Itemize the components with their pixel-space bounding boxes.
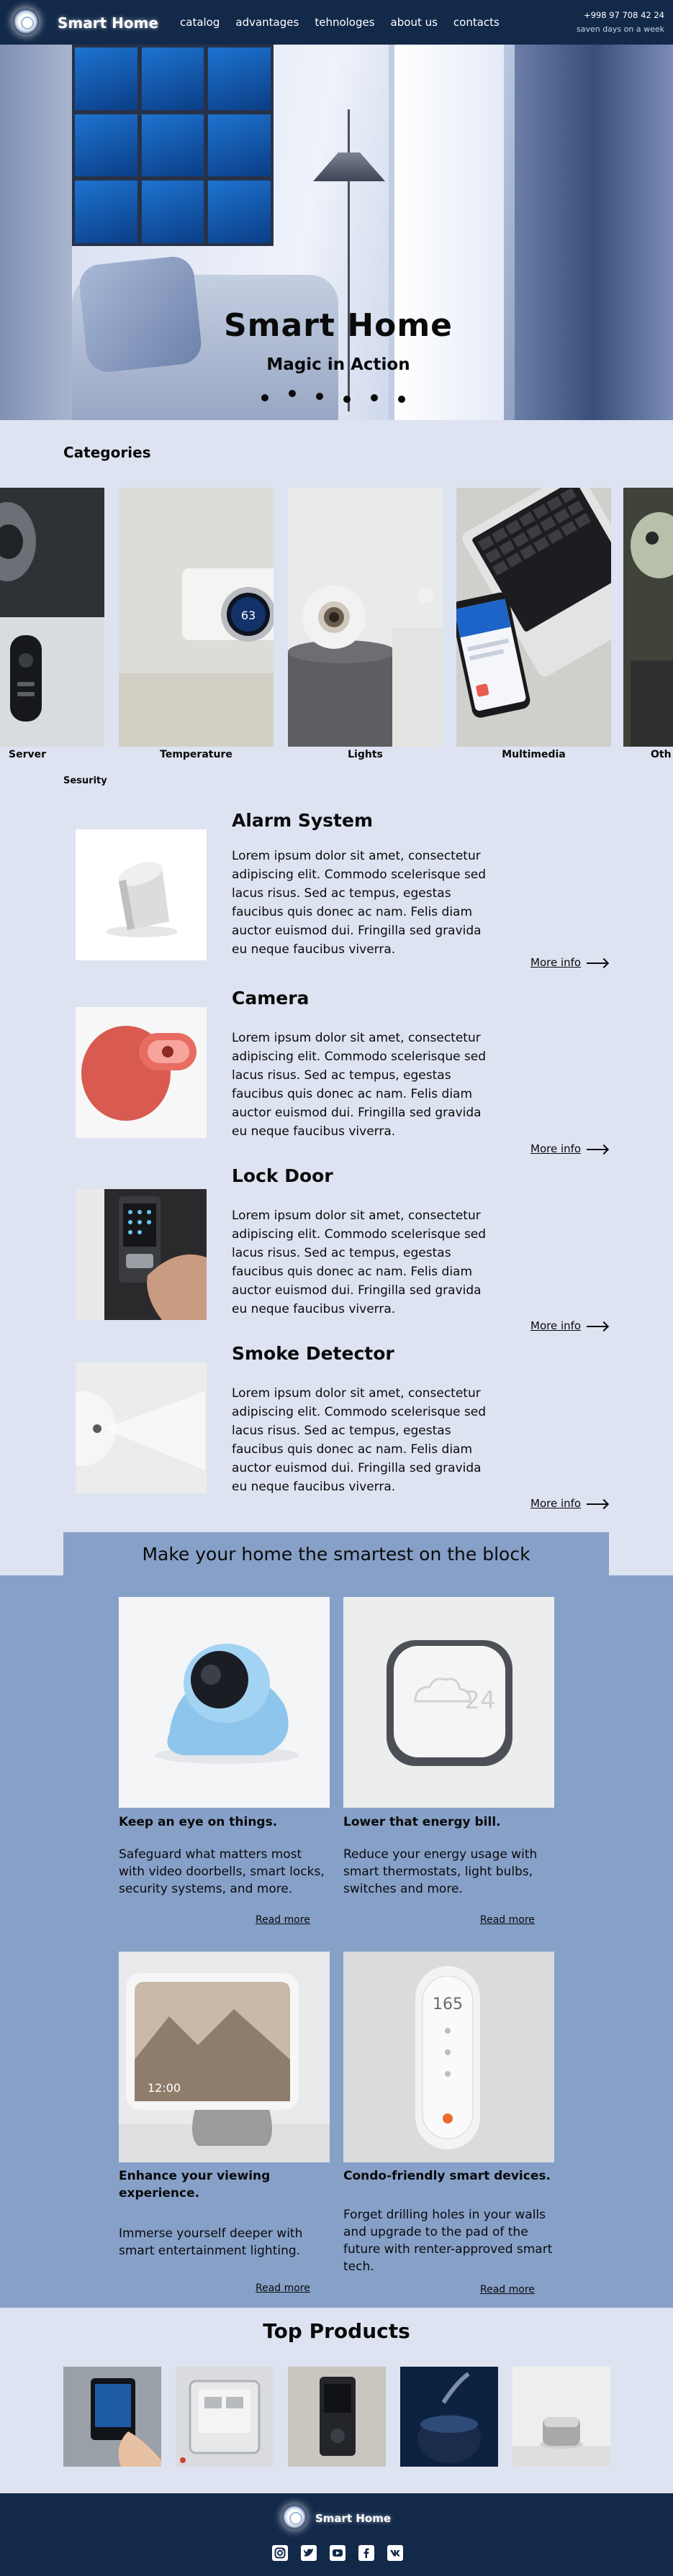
camera-image (76, 1007, 207, 1138)
lights-device-image (288, 488, 443, 747)
category-label-lights[interactable]: Lights (348, 749, 383, 760)
nav-contacts[interactable]: contacts (453, 16, 500, 29)
smartest-section (0, 1575, 673, 2308)
feature-image-display (119, 1952, 330, 2162)
nav-technologies[interactable]: tehnologes (315, 16, 375, 29)
more-info-link-lock-door[interactable]: More info (530, 1319, 582, 1332)
item-title-smoke-detector: Smoke Detector (232, 1343, 394, 1364)
hero-subtitle: Magic in Action (266, 355, 410, 374)
read-more-link-viewing[interactable]: Read more (256, 2283, 310, 2294)
top-product-card[interactable] (512, 2367, 610, 2467)
feature-desc-energy: Reduce your energy usage with smart thermostats, light bulbs, switches and more. (343, 1847, 538, 1896)
facebook-icon[interactable] (358, 2545, 374, 2561)
slider-dot[interactable] (371, 394, 378, 401)
top-product-card[interactable] (63, 2367, 161, 2467)
read-more-link-energy[interactable]: Read more (480, 1914, 535, 1926)
category-card-server[interactable] (0, 488, 104, 747)
category-label-multimedia[interactable]: Multimedia (502, 749, 566, 760)
feature-title-keep-eye: Keep an eye on things. (119, 1815, 278, 1829)
top-products-title: Top Products (263, 2319, 410, 2343)
hero-wall (0, 45, 72, 420)
social-links (272, 2545, 403, 2561)
smartest-banner: Make your home the smartest on the block (63, 1532, 609, 1575)
thermostat-display-text: 24 (464, 1686, 496, 1715)
category-label-server[interactable]: Server (8, 749, 46, 760)
thermostat-reading: 63 (240, 609, 256, 622)
slider-dot[interactable] (316, 393, 323, 400)
feature-title-viewing: Enhance your viewing experience. (119, 2169, 271, 2200)
server-device-image (0, 488, 104, 747)
category-label-other[interactable]: Oth (651, 749, 672, 760)
working-hours: saven days on a week (576, 24, 664, 34)
hero-curtain (515, 45, 673, 420)
item-title-camera: Camera (232, 988, 310, 1009)
smoke-detector-image (76, 1362, 207, 1493)
remote-display-text: 165 (433, 1995, 463, 2013)
item-title-alarm-system: Alarm System (232, 810, 374, 831)
nav-advantages[interactable]: advantages (235, 16, 299, 29)
category-card-temperature[interactable] (119, 488, 274, 747)
logo-icon[interactable] (13, 9, 39, 35)
multimedia-device-image (456, 488, 611, 747)
top-product-card[interactable] (400, 2367, 498, 2467)
arrow-right-icon[interactable] (587, 1145, 608, 1154)
alarm-system-image (76, 829, 207, 960)
item-desc-alarm-system: Lorem ipsum dolor sit amet, consectetur adipiscing elit. Commodo scelerisque sed lacus risus. Sed ac tempus, egestas faucibus quis donec ac nam. Felis diam auctor euismod dui. Fringilla sed gravida eu neque faucibus viverra. (232, 849, 487, 957)
more-info-link-camera[interactable]: More info (530, 1142, 582, 1155)
nav-catalog[interactable]: catalog (180, 16, 220, 29)
site-header (0, 0, 673, 45)
twitter-icon[interactable] (301, 2545, 317, 2561)
hero-wall-frames (72, 45, 274, 246)
footer-brand-name[interactable]: Smart Home (315, 2512, 392, 2525)
item-desc-lock-door: Lorem ipsum dolor sit amet, consectetur adipiscing elit. Commodo scelerisque sed lacus risus. Sed ac tempus, egestas faucibus quis donec ac nam. Felis diam auctor euismod dui. Fringilla sed gravida eu neque faucibus viverra. (232, 1209, 487, 1316)
main-nav (180, 16, 500, 29)
feature-desc-condo: Forget drilling holes in your walls and upgrade to the pad of the future with renter-approved smart tech. (343, 2208, 553, 2274)
top-product-card[interactable] (176, 2367, 274, 2467)
security-subsection-label: Sesurity (63, 775, 107, 786)
category-card-lights[interactable] (288, 488, 443, 747)
read-more-link-keep-eye[interactable]: Read more (256, 1914, 310, 1926)
feature-image-remote (343, 1952, 554, 2162)
vk-icon[interactable] (387, 2545, 403, 2561)
arrow-right-icon[interactable] (587, 1500, 608, 1508)
category-label-temperature[interactable]: Temperature (160, 749, 232, 760)
instagram-icon[interactable] (272, 2545, 288, 2561)
slider-dot[interactable] (289, 390, 296, 397)
nav-about-us[interactable]: about us (390, 16, 438, 29)
feature-image-camera (119, 1597, 330, 1808)
feature-desc-keep-eye: Safeguard what matters most with video doorbells, smart locks, security systems, and more. (119, 1847, 325, 1896)
arrow-right-icon[interactable] (587, 1322, 608, 1331)
hero-pillow (78, 255, 204, 374)
lock-door-image (76, 1189, 207, 1320)
thermostat-image (119, 488, 274, 747)
category-card-multimedia[interactable] (456, 488, 611, 747)
phone-number[interactable]: +998 97 708 42 24 (583, 10, 664, 20)
youtube-icon[interactable] (330, 2545, 345, 2561)
feature-title-energy: Lower that energy bill. (343, 1815, 501, 1829)
item-title-lock-door: Lock Door (232, 1165, 333, 1186)
arrow-right-icon[interactable] (587, 959, 608, 968)
hero-title: Smart Home (223, 307, 453, 344)
more-info-link-alarm-system[interactable]: More info (530, 956, 582, 969)
top-product-card[interactable] (288, 2367, 386, 2467)
feature-title-condo: Condo-friendly smart devices. (343, 2169, 551, 2183)
slider-dot[interactable] (343, 396, 351, 403)
more-info-link-smoke-detector[interactable]: More info (530, 1497, 582, 1510)
read-more-link-condo[interactable]: Read more (480, 2284, 535, 2295)
category-card-other[interactable] (623, 488, 673, 747)
display-clock-text: 12:00 (148, 2081, 181, 2095)
slider-dots (256, 390, 428, 411)
footer-logo-icon[interactable] (282, 2505, 307, 2529)
hero-banner (0, 45, 673, 420)
other-device-image (623, 488, 673, 747)
feature-image-thermostat (343, 1597, 554, 1808)
item-desc-smoke-detector: Lorem ipsum dolor sit amet, consectetur adipiscing elit. Commodo scelerisque sed lacus risus. Sed ac tempus, egestas faucibus quis donec ac nam. Felis diam auctor euismod dui. Fringilla sed gravida eu neque faucibus viverra. (232, 1386, 487, 1494)
item-desc-camera: Lorem ipsum dolor sit amet, consectetur adipiscing elit. Commodo scelerisque sed lacus risus. Sed ac tempus, egestas faucibus quis donec ac nam. Felis diam auctor euismod dui. Fringilla sed gravida eu neque faucibus viverra. (232, 1031, 487, 1139)
brand-name[interactable]: Smart Home (58, 14, 159, 32)
site-footer (0, 2493, 673, 2576)
slider-dot[interactable] (398, 396, 405, 403)
slider-dot[interactable] (261, 394, 268, 401)
categories-title: Categories (63, 444, 151, 461)
feature-desc-viewing: Immerse yourself deeper with smart entertainment lighting. (119, 2226, 303, 2258)
